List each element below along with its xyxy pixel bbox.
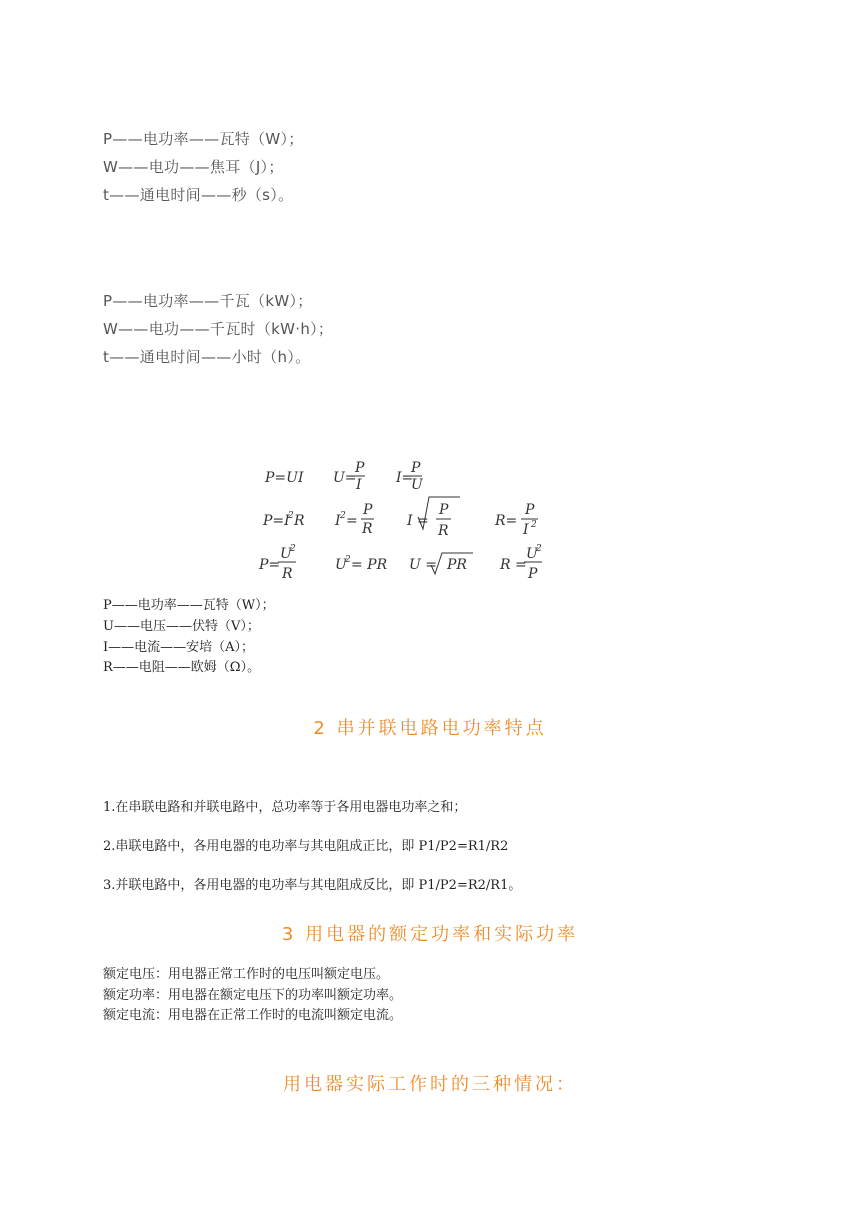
superscript: 2	[340, 511, 346, 521]
rule-2: 2.串联电路中，各用电器的电功率与其电阻成正比，即 P1/P2=R1/R2	[103, 839, 509, 854]
formula-u-num: P	[355, 460, 365, 476]
formula-p-i2r-tail: R	[294, 513, 305, 529]
power-formula-table	[255, 455, 555, 590]
formula-p-u2r-num: U	[280, 546, 292, 562]
rated-power: 额定功率：用电器在额定电压下的功率叫额定功率。	[103, 988, 403, 1003]
formula-i-sqrt-lhs: I =	[407, 513, 429, 529]
unit-line-time-h: t——通电时间——小时（h）。	[103, 348, 311, 366]
formula-r-u2p-den: P	[528, 566, 538, 582]
formula-r-den: I	[523, 522, 529, 538]
formula-p-u2r-lhs: P=	[259, 557, 281, 573]
superscript: 2	[345, 555, 351, 565]
unit-line-power-kw: P——电功率——千瓦（kW）；	[103, 292, 313, 310]
formula-i-den: U	[411, 477, 423, 493]
section-heading-3: 3 用电器的额定功率和实际功率	[281, 924, 579, 945]
formula-i2-den: R	[362, 521, 373, 537]
formula-r-u2p-num: U	[526, 546, 538, 562]
rule-1: 1.在串联电路和并联电路中，总功率等于各用电器电功率之和；	[103, 800, 467, 815]
symbol-line-i: I——电流——安培（A）；	[103, 640, 255, 655]
formula-r-lhs: R=	[495, 513, 518, 529]
formula-r-u2p-lhs: R =	[500, 557, 527, 573]
formula-p-u2r-den: R	[282, 566, 293, 582]
symbol-line-u: U——电压——伏特（V）；	[103, 619, 260, 634]
formula-i-num: P	[411, 460, 421, 476]
rated-current: 额定电流：用电器在正常工作时的电流叫额定电流。	[103, 1008, 403, 1023]
formula-i-sqrt-num: P	[439, 502, 449, 518]
formula-p-i2r: P=I	[263, 513, 290, 529]
formula-i-sqrt-den: R	[438, 523, 449, 539]
rated-voltage: 额定电压：用电器正常工作时的电压叫额定电压。	[103, 967, 390, 982]
rule-3: 3.并联电路中，各用电器的电功率与其电阻成反比，即 P1/P2=R2/R1。	[103, 878, 522, 893]
unit-line-power: P——电功率——瓦特（W）；	[103, 130, 304, 148]
formula-i-lhs: I=	[396, 470, 414, 486]
unit-line-time: t——通电时间——秒（s）。	[103, 186, 294, 204]
superscript: 2	[288, 511, 294, 521]
section-heading-2: 2 串并联电路电功率特点	[313, 718, 547, 739]
symbol-line-r: R——电阻——欧姆（Ω）。	[103, 660, 261, 675]
formula-figure	[255, 455, 555, 590]
superscript: 2	[531, 520, 537, 530]
formula-u-lhs: U=	[333, 470, 357, 486]
section-heading-4: 用电器实际工作时的三种情况：	[283, 1074, 577, 1095]
superscript: 2	[536, 544, 542, 554]
formula-u-den: I	[356, 477, 362, 493]
formula-r-num: P	[525, 502, 535, 518]
unit-line-work-kwh: W——电功——千瓦时（kW·h）；	[103, 320, 334, 338]
superscript: 2	[290, 544, 296, 554]
symbol-line-p: P——电功率——瓦特（W）；	[103, 598, 275, 613]
formula-i2-eq: =	[346, 513, 358, 529]
unit-line-work: W——电功——焦耳（J）；	[103, 158, 284, 176]
formula-u-sqrt-lhs: U =	[409, 557, 437, 573]
formula-u2-pr-tail: = PR	[351, 557, 388, 573]
formula-u2-pr: U	[335, 557, 347, 573]
formula-i2-num: P	[363, 502, 373, 518]
formula-p-ui: P=UI	[265, 470, 304, 486]
formula-i2-lhs: I	[335, 513, 341, 529]
formula-u-sqrt-rad: PR	[447, 557, 467, 573]
